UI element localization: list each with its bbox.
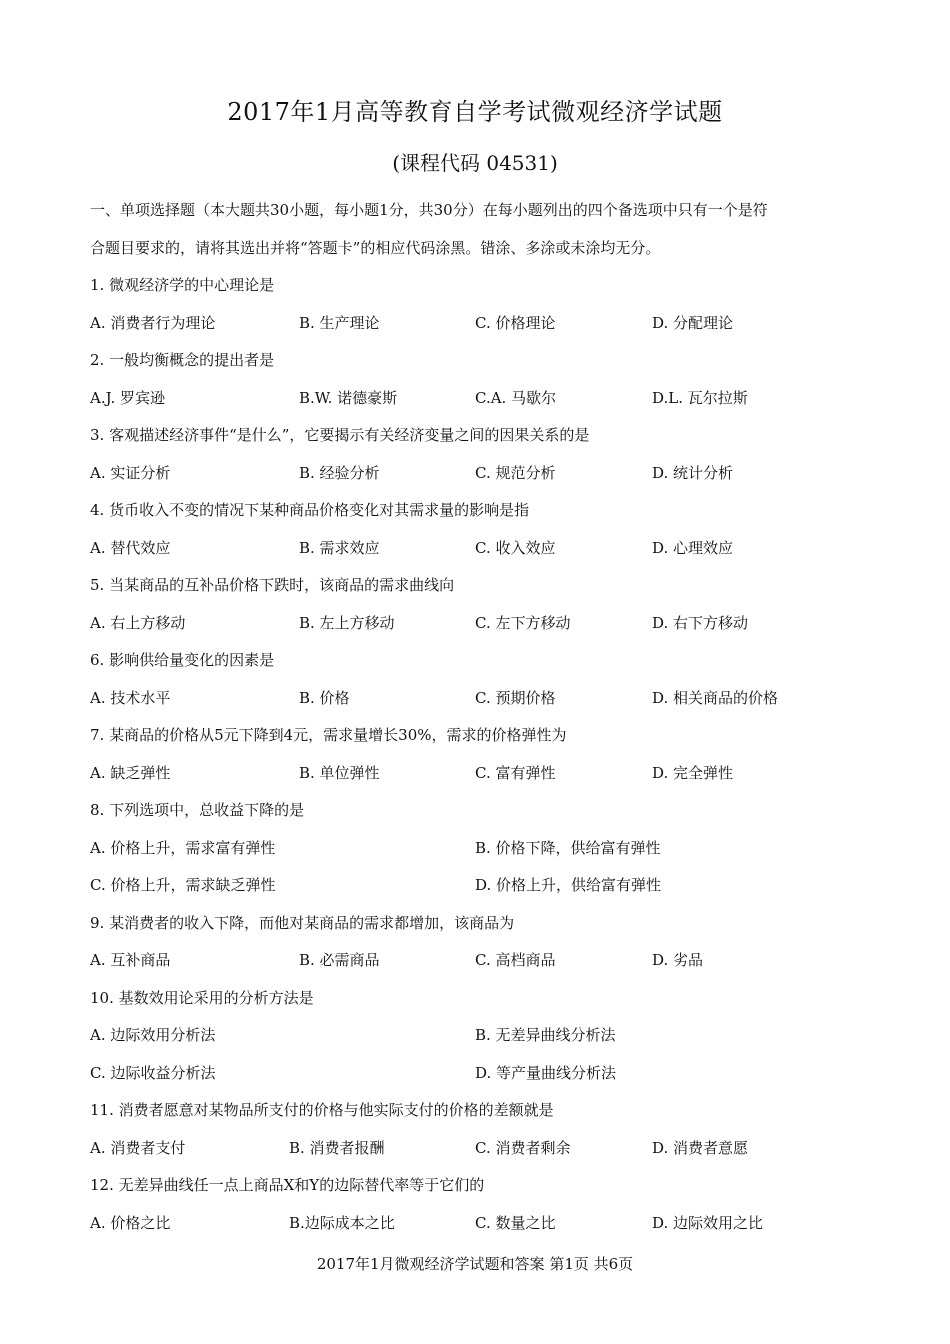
question-6: 6. 影响供给量变化的因素是 (90, 651, 275, 669)
section-instructions-line-1: 一、单项选择题（本大题共30小题，每小题1分，共30分）在每小题列出的四个备选项中只有一个是符 (90, 201, 768, 219)
question-11: 11. 消费者愿意对某物品所支付的价格与他实际支付的价格的差额就是 (90, 1101, 554, 1119)
question-7-options (90, 760, 870, 798)
option-c: C. 边际收益分析法 (90, 1063, 216, 1082)
question-5: 5. 当某商品的互补品价格下跌时，该商品的需求曲线向 (90, 576, 455, 594)
question-2-options (90, 385, 870, 423)
question-5-options (90, 610, 870, 648)
page-title: 2017年1月高等教育自学考试微观经济学试题 (227, 98, 723, 126)
option-d: D. 右下方移动 (652, 613, 749, 632)
question-10: 10. 基数效用论采用的分析方法是 (90, 988, 314, 1007)
question-2: 2. 一般均衡概念的提出者是 (90, 351, 275, 369)
option-d: D. 相关商品的价格 (652, 688, 779, 707)
question-9-options (90, 947, 870, 985)
option-a: A. 替代效应 (90, 538, 171, 557)
option-b: B. 生产理论 (299, 313, 380, 332)
option-d: D. 边际效用之比 (652, 1213, 764, 1232)
question-11-options (90, 1135, 870, 1173)
question-3: 3. 客观描述经济事件“是什么”，它要揭示有关经济变量之间的因果关系的是 (90, 426, 590, 444)
question-1-options (90, 310, 870, 348)
option-a: A. 缺乏弹性 (90, 763, 171, 782)
option-d: D. 统计分析 (652, 463, 734, 482)
page-footer: 2017年1月微观经济学试题和答案 第1页 共6页 (316, 1255, 634, 1273)
option-c: C. 价格上升，需求缺乏弹性 (90, 876, 276, 894)
option-c: C. 高档商品 (475, 951, 556, 969)
section-instructions-line-2: 合题目要求的，请将其选出并将“答题卡”的相应代码涂黑。错涂、多涂或未涂均无分。 (90, 238, 661, 257)
option-a: A. 边际效用分析法 (90, 1026, 216, 1044)
option-c: C. 消费者剩余 (475, 1138, 571, 1157)
option-d: D. 分配理论 (652, 313, 734, 332)
question-12-options (90, 1210, 870, 1248)
option-d: D. 劣品 (652, 951, 704, 969)
option-a: A. 技术水平 (90, 688, 171, 707)
question-8: 8. 下列选项中，总收益下降的是 (90, 801, 305, 819)
question-4-options (90, 535, 870, 573)
option-c: C. 规范分析 (475, 463, 556, 482)
option-b: B. 价格下降，供给富有弹性 (475, 838, 661, 857)
option-b: B.边际成本之比 (289, 1213, 395, 1232)
option-b: B. 经验分析 (299, 463, 380, 482)
option-a: A. 互补商品 (90, 951, 171, 969)
option-b: B.W. 诺德豪斯 (299, 388, 398, 407)
option-a: A. 消费者行为理论 (90, 313, 216, 332)
option-b: B. 单位弹性 (299, 763, 380, 782)
option-d: D. 完全弹性 (652, 763, 734, 782)
option-a: A. 右上方移动 (90, 613, 186, 632)
question-3-options (90, 460, 870, 498)
question-1: 1. 微观经济学的中心理论是 (90, 276, 275, 294)
option-d: D. 心理效应 (652, 538, 734, 557)
question-10-options-row-2 (90, 1060, 870, 1098)
option-d: D.L. 瓦尔拉斯 (652, 388, 748, 407)
option-d: D. 等产量曲线分析法 (475, 1063, 617, 1082)
option-b: B. 需求效应 (299, 538, 380, 557)
option-b: B. 消费者报酬 (289, 1138, 385, 1157)
option-a: A. 价格上升，需求富有弹性 (90, 838, 276, 857)
question-9: 9. 某消费者的收入下降，而他对某商品的需求都增加，该商品为 (90, 913, 515, 932)
question-7: 7. 某商品的价格从5元下降到4元，需求量增长30%，需求的价格弹性为 (90, 726, 567, 744)
exam-content (90, 197, 870, 1247)
question-10-options-row-1 (90, 1022, 870, 1060)
option-c: C. 富有弹性 (475, 763, 556, 782)
option-b: B. 必需商品 (299, 951, 380, 969)
course-code: (课程代码 04531) (392, 151, 558, 175)
option-a: A. 消费者支付 (90, 1138, 186, 1157)
option-c: C.A. 马歇尔 (475, 388, 557, 407)
option-c: C. 价格理论 (475, 313, 556, 332)
question-4: 4. 货币收入不变的情况下某种商品价格变化对其需求量的影响是指 (90, 501, 530, 519)
question-6-options (90, 685, 870, 723)
option-a: A. 价格之比 (90, 1213, 171, 1232)
option-b: B. 价格 (299, 688, 350, 707)
option-b: B. 无差异曲线分析法 (475, 1026, 616, 1044)
option-c: C. 数量之比 (475, 1213, 556, 1232)
question-8-options-row-2 (90, 872, 870, 910)
option-d: D. 消费者意愿 (652, 1138, 749, 1157)
question-8-options-row-1 (90, 835, 870, 873)
question-12: 12. 无差异曲线任一点上商品X和Y的边际替代率等于它们的 (90, 1176, 485, 1194)
option-c: C. 收入效应 (475, 538, 556, 557)
option-b: B. 左上方移动 (299, 613, 395, 632)
option-c: C. 预期价格 (475, 688, 556, 707)
option-a: A.J. 罗宾逊 (90, 388, 165, 407)
option-d: D. 价格上升，供给富有弹性 (475, 876, 662, 894)
option-a: A. 实证分析 (90, 463, 171, 482)
option-c: C. 左下方移动 (475, 613, 571, 632)
